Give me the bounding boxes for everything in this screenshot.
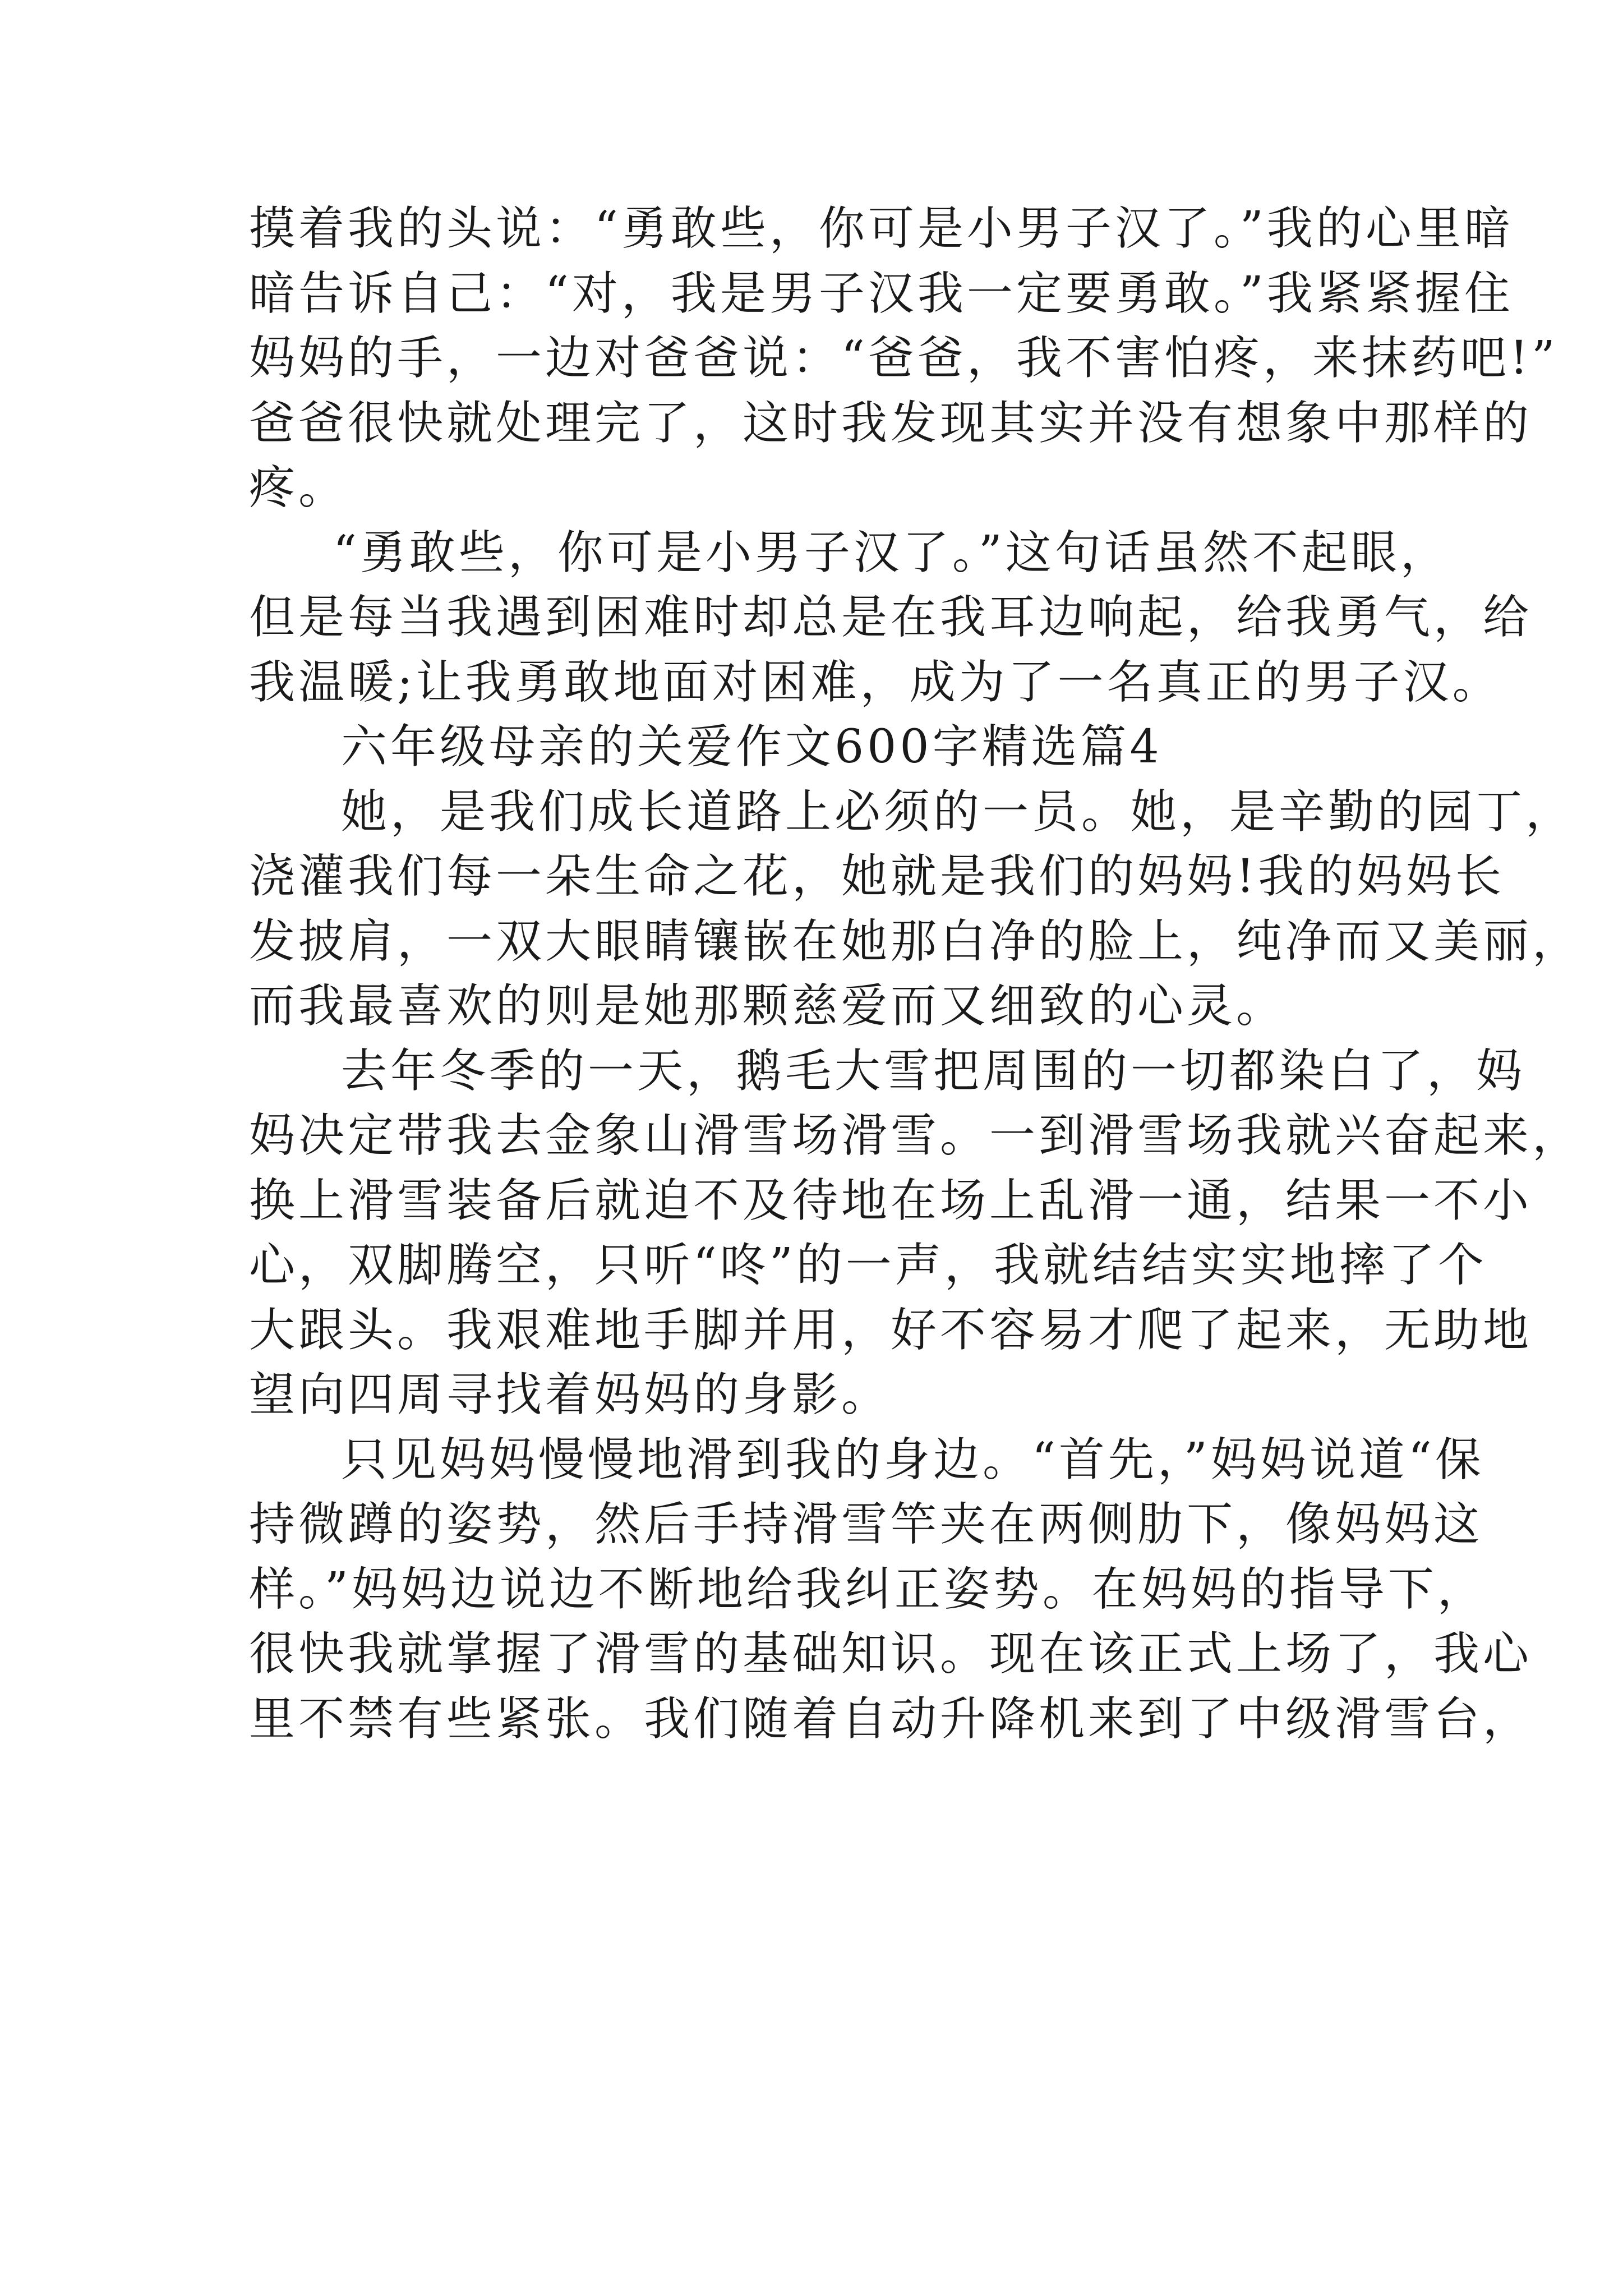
text-line: 疼。 [249, 461, 348, 514]
text-line: 心，双脚腾空，只听“咚”的一声，我就结结实实地摔了个 [249, 1239, 1487, 1292]
text-line: 爸爸很快就处理完了，这时我发现其实并没有想象中那样的 [249, 396, 1533, 450]
paragraph-start-line: “勇敢些，你可是小男子汉了。”这句话虽然不起眼， [333, 526, 1450, 579]
text-line: 但是每当我遇到困难时却总是在我耳边响起，给我勇气，给 [249, 591, 1533, 644]
text-line: 妈妈的手，一边对爸爸说：“爸爸，我不害怕疼，来抹药吧!” [249, 332, 1559, 385]
paragraph-start-line: 只见妈妈慢慢地滑到我的身边。“首先，”妈妈说道“保 [341, 1433, 1484, 1487]
text-line: 大跟头。我艰难地手脚并用，好不容易才爬了起来，无助地 [249, 1303, 1533, 1357]
text-line: 妈决定带我去金象山滑雪场滑雪。一到滑雪场我就兴奋起来， [249, 1109, 1582, 1162]
text-line: 暗告诉自己：“对，我是男子汉我一定要勇敢。”我紧紧握住 [249, 266, 1514, 320]
text-line: 发披肩，一双大眼睛镶嵌在她那白净的脸上，纯净而又美丽， [249, 914, 1582, 968]
text-line: 持微蹲的姿势，然后手持滑雪竿夹在两侧肋下，像妈妈这 [249, 1498, 1483, 1551]
text-line: 而我最喜欢的则是她那颗慈爱而又细致的心灵。 [249, 979, 1286, 1033]
text-line: 浇灌我们每一朵生命之花，她就是我们的妈妈!我的妈妈长 [249, 850, 1505, 903]
paragraph-start-line: 她，是我们成长道路上必须的一员。她，是辛勤的园丁， [341, 785, 1575, 839]
text-line: 我温暖;让我勇敢地面对困难，成为了一名真正的男子汉。 [249, 655, 1502, 709]
document-body [249, 197, 1582, 1752]
section-heading: 六年级母亲的关爱作文600字精选篇4 [341, 720, 1163, 774]
text-line: 换上滑雪装备后就迫不及待地在场上乱滑一通，结果一不小 [249, 1174, 1533, 1227]
text-line: 里不禁有些紧张。我们随着自动升降机来到了中级滑雪台， [249, 1692, 1533, 1746]
text-line: 很快我就掌握了滑雪的基础知识。现在该正式上场了，我心 [249, 1627, 1533, 1681]
text-line: 摸着我的头说：“勇敢些，你可是小男子汉了。”我的心里暗 [249, 202, 1514, 255]
text-line: 望向四周寻找着妈妈的身影。 [249, 1368, 891, 1421]
paragraph-start-line: 去年冬季的一天，鹅毛大雪把周围的一切都染白了，妈 [341, 1044, 1526, 1098]
text-line: 样。”妈妈边说边不断地给我纠正姿势。在妈妈的指导下， [249, 1562, 1487, 1616]
